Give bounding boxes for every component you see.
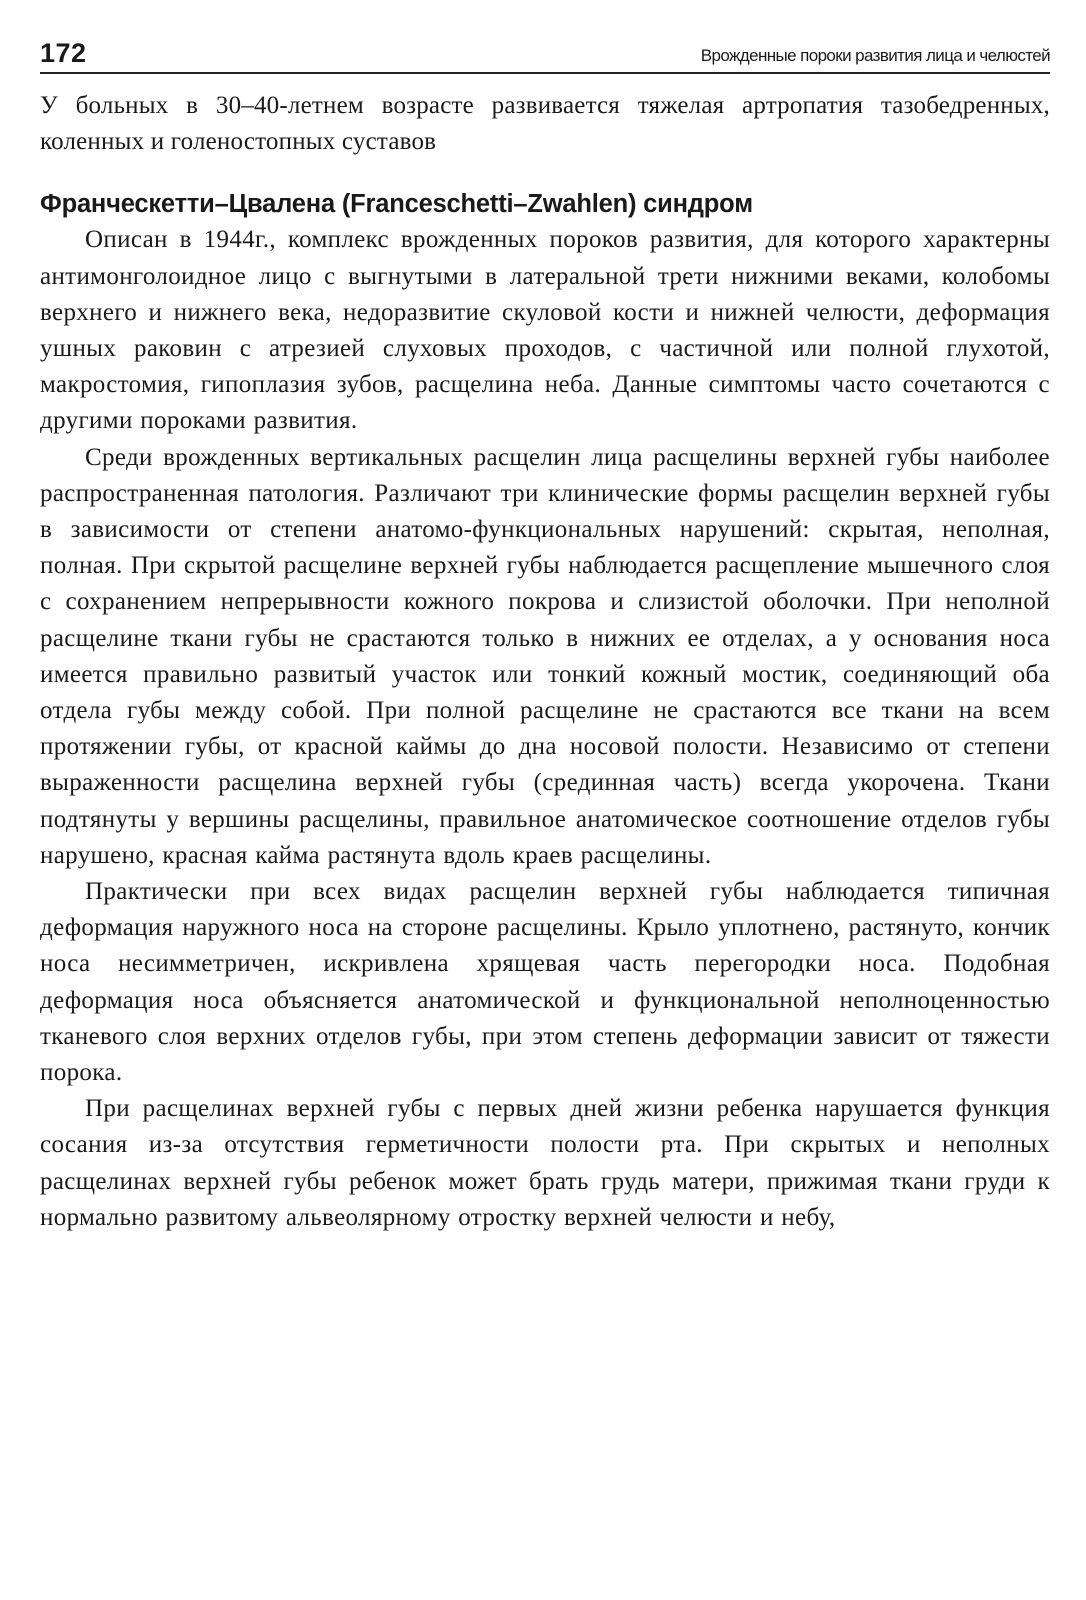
paragraph-nose-deformation: Практически при всех видах расщелин верхней губы наблюдается типичная деформация наружного носа на стороне расщелины. Крыло уплотнено, растянуто, кончик носа несимметричен, искривлена хрящевая часть перегородки носа. Подобная деформация носа объясняется анатомической и функциональной неполноценностью тканевого слоя верхних отделов губы, при этом степень деформации зависит от тяжести порока. (40, 878, 1050, 1087)
intro-paragraph: У больных в 30–40-летнем возрасте развивается тяжелая артропатия тазобедренных, коленных и голеностопных суставов (40, 92, 1050, 156)
paragraph-sucking-function: При расщелинах верхней губы с первых дней жизни ребенка нарушается функция сосания из-за отсутствия герметичности полости рта. При скрытых и неполных расщелинах верхней губы ребенок может брать грудь матери, прижимая ткани груди к нормально развитому альвеолярному отростку верхней челюсти и небу, (40, 1095, 1050, 1231)
running-head (40, 28, 1050, 74)
section-heading: Франческетти–Цвалена (Franceschetti–Zwahlen) синдром (40, 190, 753, 219)
page-number: 172 (40, 38, 87, 68)
body-text (40, 88, 1050, 1236)
book-page (40, 28, 1050, 1236)
running-title: Врожденные пороки развития лица и челюстей (700, 46, 1050, 65)
paragraph-syndrome-description: Описан в 1944г., комплекс врожденных пороков развития, для которого характерны антимонголоидное лицо с выгнутыми в латеральной трети нижними веками, колобомы верхнего и нижнего века, недоразвитие скуловой кости и нижней челюсти, деформация ушных раковин с атрезией слуховых проходов, с частичной или полной глухотой, макростомия, гипоплазия зубов, расщелина неба. Данные симптомы часто сочетаются с другими пороками развития. (40, 226, 1050, 435)
paragraph-cleft-forms: Среди врожденных вертикальных расщелин лица расщелины верхней губы наиболее распространенная патология. Различают три клинические формы расщелин верхней губы в зависимости от степени анатомо-функциональных нарушений: скрытая, неполная, полная. При скрытой расщелине верхней губы наблюдается расщепление мышечного слоя с сохранением непрерывности кожного покрова и слизистой оболочки. При неполной расщелине ткани губы не срастаются только в нижних ее отделах, а у основания носа имеется правильно развитый участок или тонкий кожный мостик, соединяющий оба отдела губы между собой. При полной расщелине не срастаются все ткани на всем протяжении губы, от красной каймы до дна носовой полости. Независимо от степени выраженности расщелина верхней губы (срединная часть) всегда укорочена. Ткани подтянуты у вершины расщелины, правильное анатомическое соотношение отделов губы нарушено, красная кайма растянута вдоль краев расщелины. (40, 443, 1050, 869)
